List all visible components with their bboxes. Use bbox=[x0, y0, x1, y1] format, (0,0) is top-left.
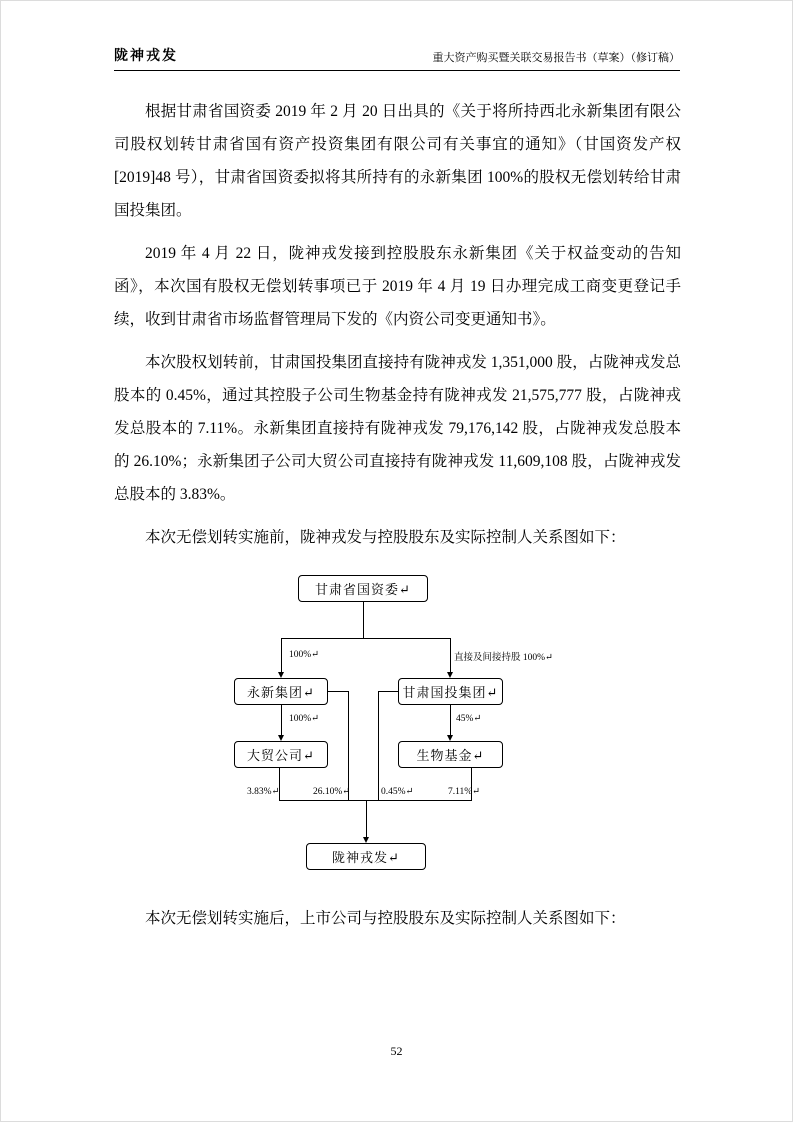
label-pct-7-11: 7.11%↵ bbox=[448, 787, 481, 797]
node-yongxin-group: 永新集团↵ bbox=[234, 678, 328, 705]
connector-line bbox=[328, 691, 348, 692]
label-pct-45: 45%↵ bbox=[456, 714, 482, 724]
node-gansu-guotou-group: 甘肃国投集团↵ bbox=[398, 678, 503, 705]
label-pct-100-mid: 100%↵ bbox=[289, 714, 320, 724]
ownership-structure-diagram bbox=[1, 568, 793, 878]
connector-line bbox=[348, 691, 349, 800]
page-number: 52 bbox=[390, 1044, 403, 1058]
node-shengwu-fund: 生物基金↵ bbox=[398, 741, 503, 768]
document-body bbox=[1, 79, 793, 935]
node-gansu-sasac: 甘肃省国资委↵ bbox=[298, 575, 428, 602]
connector-line bbox=[281, 638, 282, 672]
header-report-title: 重大资产购买暨关联交易报告书（草案）（修订稿） bbox=[432, 52, 680, 64]
node-damao-company: 大贸公司↵ bbox=[234, 741, 328, 768]
connector-line bbox=[363, 602, 364, 638]
page-footer bbox=[1, 1044, 792, 1059]
label-direct-indirect-holding: 直接及间接持股 100%↵ bbox=[454, 653, 553, 663]
header-company-name: 陇神戎发 bbox=[114, 49, 178, 64]
label-pct-0-45: 0.45%↵ bbox=[381, 787, 414, 797]
connector-line bbox=[378, 691, 398, 692]
paragraph: 本次股权划转前，甘肃国投集团直接持有陇神戎发 1,351,000 股，占陇神戎发总股本的 0.45%，通过其控股子公司生物基金持有陇神戎发 21,575,777 股，占陇神戎发总股本的 7.11%。永新集团直接持有陇神戎发 79,176,142 股，占陇神戎发总股本的 26.10%；永新集团子公司大贸公司直接持有陇神戎发 11,609,108 股，占陇神戎发总股本的 3.83%。 bbox=[114, 354, 681, 503]
connector-line bbox=[281, 705, 282, 735]
connector-line bbox=[279, 800, 472, 801]
label-pct-3-83: 3.83%↵ bbox=[247, 787, 280, 797]
connector-line bbox=[281, 638, 451, 639]
label-pct-100-left: 100%↵ bbox=[289, 650, 320, 660]
connector-line bbox=[450, 638, 451, 672]
connector-line bbox=[378, 691, 379, 800]
node-longshen-rongfa: 陇神戎发↵ bbox=[306, 843, 426, 870]
paragraph: 本次无偿划转实施后，上市公司与控股股东及实际控制人关系图如下： bbox=[145, 910, 626, 927]
page-header bbox=[114, 45, 680, 71]
paragraph: 本次无偿划转实施前，陇神戎发与控股股东及实际控制人关系图如下： bbox=[145, 529, 626, 546]
connector-line bbox=[366, 800, 367, 837]
paragraph: 2019 年 4 月 22 日，陇神戎发接到控股股东永新集团《关于权益变动的告知函》，本次国有股权无偿划转事项已于 2019 年 4 月 19 日办理完成工商变更登记手续，收到甘肃省市场监督管理局下发的《内资公司变更通知书》。 bbox=[114, 245, 681, 328]
connector-line bbox=[450, 705, 451, 735]
paragraph: 根据甘肃省国资委 2019 年 2 月 20 日出具的《关于将所持西北永新集团有限公司股权划转甘肃省国有资产投资集团有限公司有关事宜的通知》（甘国资发产权[2019]48 号），甘肃省国资委拟将其所持有的永新集团 100%的股权无偿划转给甘肃国投集团。 bbox=[114, 103, 681, 219]
label-pct-26-10: 26.10%↵ bbox=[313, 787, 351, 797]
